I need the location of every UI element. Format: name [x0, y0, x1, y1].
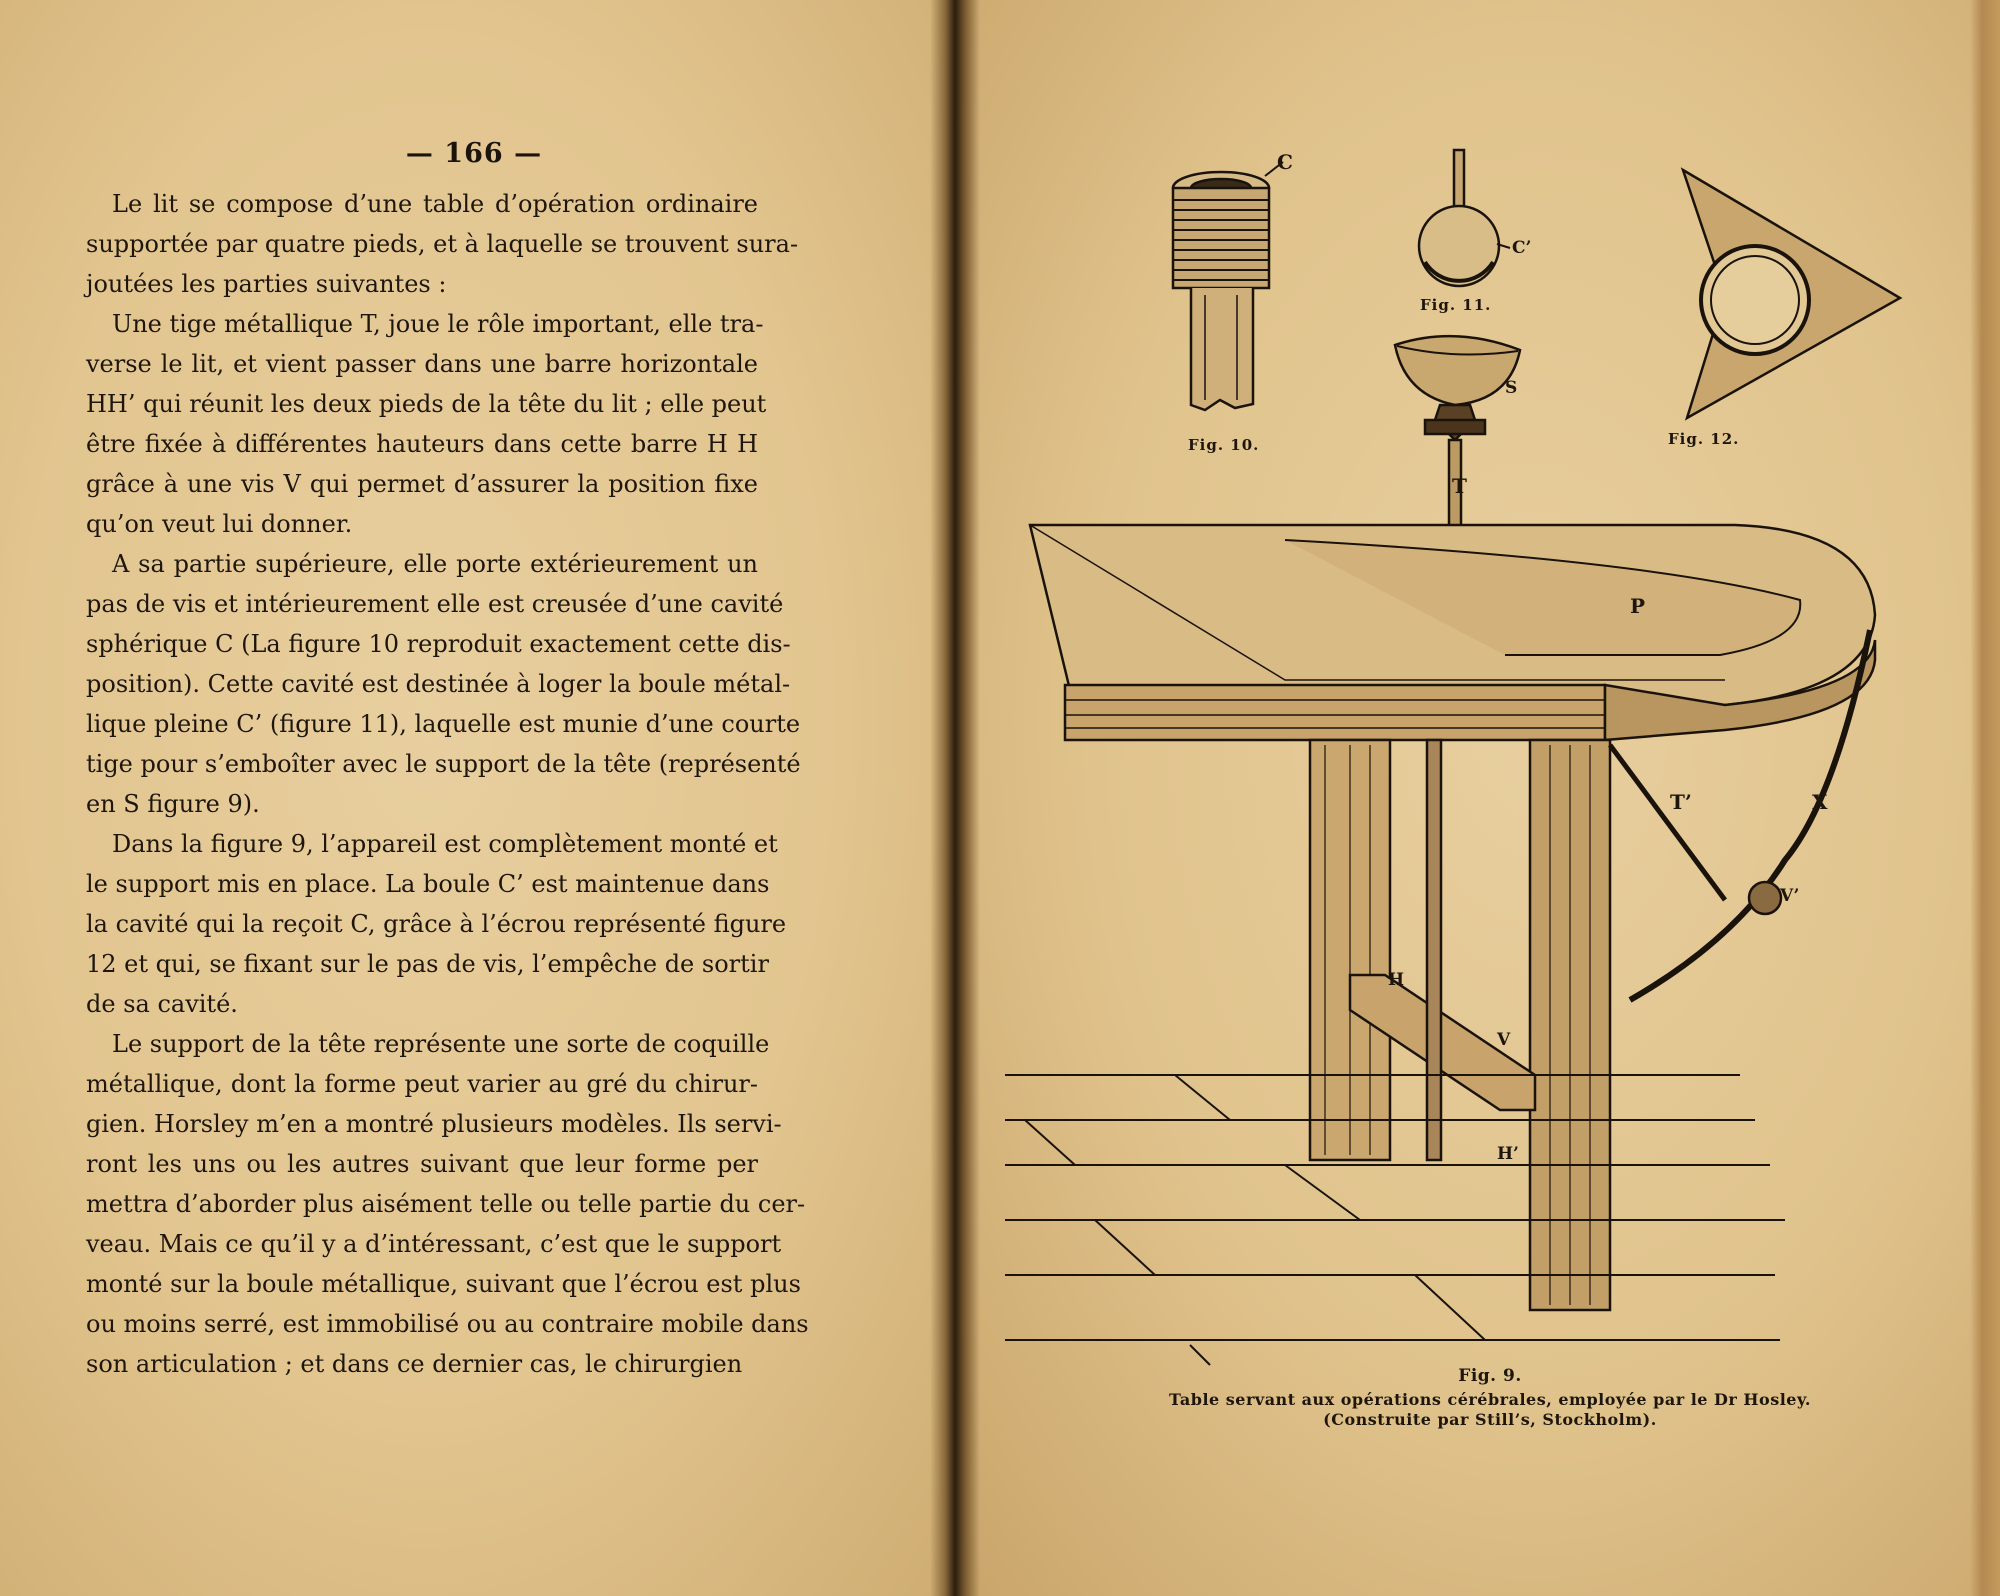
text-line: verse le lit, et vient passer dans une barre horizontale — [86, 350, 758, 378]
text-line: la cavité qui la reçoit C, grâce à l’écrou représenté figure — [86, 910, 787, 938]
label-p: P — [1630, 594, 1646, 618]
label-h-prime: H’ — [1497, 1144, 1519, 1164]
label-v-prime: V’ — [1780, 886, 1800, 906]
text-line: A sa partie supérieure, elle porte extérieurement un — [112, 550, 758, 578]
figure-illustrations — [965, 0, 2000, 1596]
fig9-table-drawing — [1005, 525, 1875, 1365]
label-t: T — [1452, 474, 1467, 498]
text-line: sphérique C (La figure 10 reproduit exactement cette dis- — [86, 630, 791, 658]
fig10-label: Fig. 10. — [1188, 436, 1260, 454]
fig11-label: Fig. 11. — [1420, 296, 1492, 314]
text-line: Dans la figure 9, l’appareil est complètement monté et — [112, 830, 778, 858]
text-line: supportée par quatre pieds, et à laquelle se trouvent sura- — [86, 230, 799, 258]
text-line: veau. Mais ce qu’il y a d’intéressant, c’est que le support — [86, 1230, 782, 1258]
fig12-nut-drawing — [1683, 170, 1900, 418]
paragraph — [86, 184, 799, 304]
text-line: grâce à une vis V qui permet d’assurer la position fixe — [86, 470, 758, 498]
text-line: mettra d’aborder plus aisément telle ou telle partie du cer- — [86, 1190, 806, 1218]
page-number: — 166 — — [405, 138, 543, 169]
label-c: C — [1277, 150, 1293, 174]
text-line: joutées les parties suivantes : — [86, 270, 447, 298]
text-line: en S figure 9). — [86, 790, 260, 818]
text-line: position). Cette cavité est destinée à loger la boule métal- — [86, 670, 791, 698]
text-line: métallique, dont la forme peut varier au gré du chirur- — [86, 1070, 758, 1098]
text-line: être fixée à différentes hauteurs dans cette barre H H — [86, 430, 758, 458]
label-x: X — [1812, 790, 1828, 814]
text-line: ront les uns ou les autres suivant que leur forme per — [86, 1150, 758, 1178]
body-text — [86, 184, 809, 1384]
text-line: Le support de la tête représente une sorte de coquille — [112, 1030, 770, 1058]
paragraph — [86, 824, 787, 1024]
label-s: S — [1505, 378, 1518, 398]
text-line: Le lit se compose d’une table d’opération ordinaire — [112, 190, 758, 218]
paragraph — [86, 544, 801, 824]
caption-line-1: Table servant aux opérations cérébrales, employée par le Dr Hosley. — [1169, 1390, 1811, 1409]
label-t-prime: T’ — [1670, 790, 1692, 814]
fig12-label: Fig. 12. — [1668, 430, 1740, 448]
text-line: le support mis en place. La boule C’ est maintenue dans — [86, 870, 770, 898]
text-line: Une tige métallique T, joue le rôle important, elle tra- — [112, 310, 764, 338]
text-line: qu’on veut lui donner. — [86, 510, 353, 538]
label-c-prime: C’ — [1512, 238, 1532, 258]
text-line: de sa cavité. — [86, 990, 238, 1018]
label-h: H — [1388, 970, 1405, 990]
text-line: 12 et qui, se fixant sur le pas de vis, l’empêche de sortir — [86, 950, 769, 978]
text-line: lique pleine C’ (figure 11), laquelle est munie d’une courte — [86, 710, 801, 738]
text-line: tige pour s’emboîter avec le support de la tête (représenté — [86, 750, 801, 778]
text-line: monté sur la boule métallique, suivant que l’écrou est plus — [86, 1270, 801, 1298]
paragraph — [86, 1024, 809, 1384]
text-line: pas de vis et intérieurement elle est creusée d’une cavité — [86, 590, 784, 618]
label-v: V — [1497, 1030, 1511, 1050]
fig9-label: Fig. 9. — [1458, 1366, 1522, 1386]
text-line: ou moins serré, est immobilisé ou au contraire mobile dans — [86, 1310, 809, 1338]
fig10-cylinder-drawing — [1173, 162, 1283, 410]
text-line: son articulation ; et dans ce dernier cas, le chirurgien — [86, 1350, 743, 1378]
paragraph — [86, 304, 767, 544]
text-line: HH’ qui réunit les deux pieds de la tête du lit ; elle peut — [86, 390, 767, 418]
fig11-sphere-drawing — [1419, 150, 1510, 286]
text-line: gien. Horsley m’en a montré plusieurs modèles. Ils servi- — [86, 1110, 782, 1138]
caption-line-2: (Construite par Still’s, Stockholm). — [1323, 1410, 1657, 1429]
